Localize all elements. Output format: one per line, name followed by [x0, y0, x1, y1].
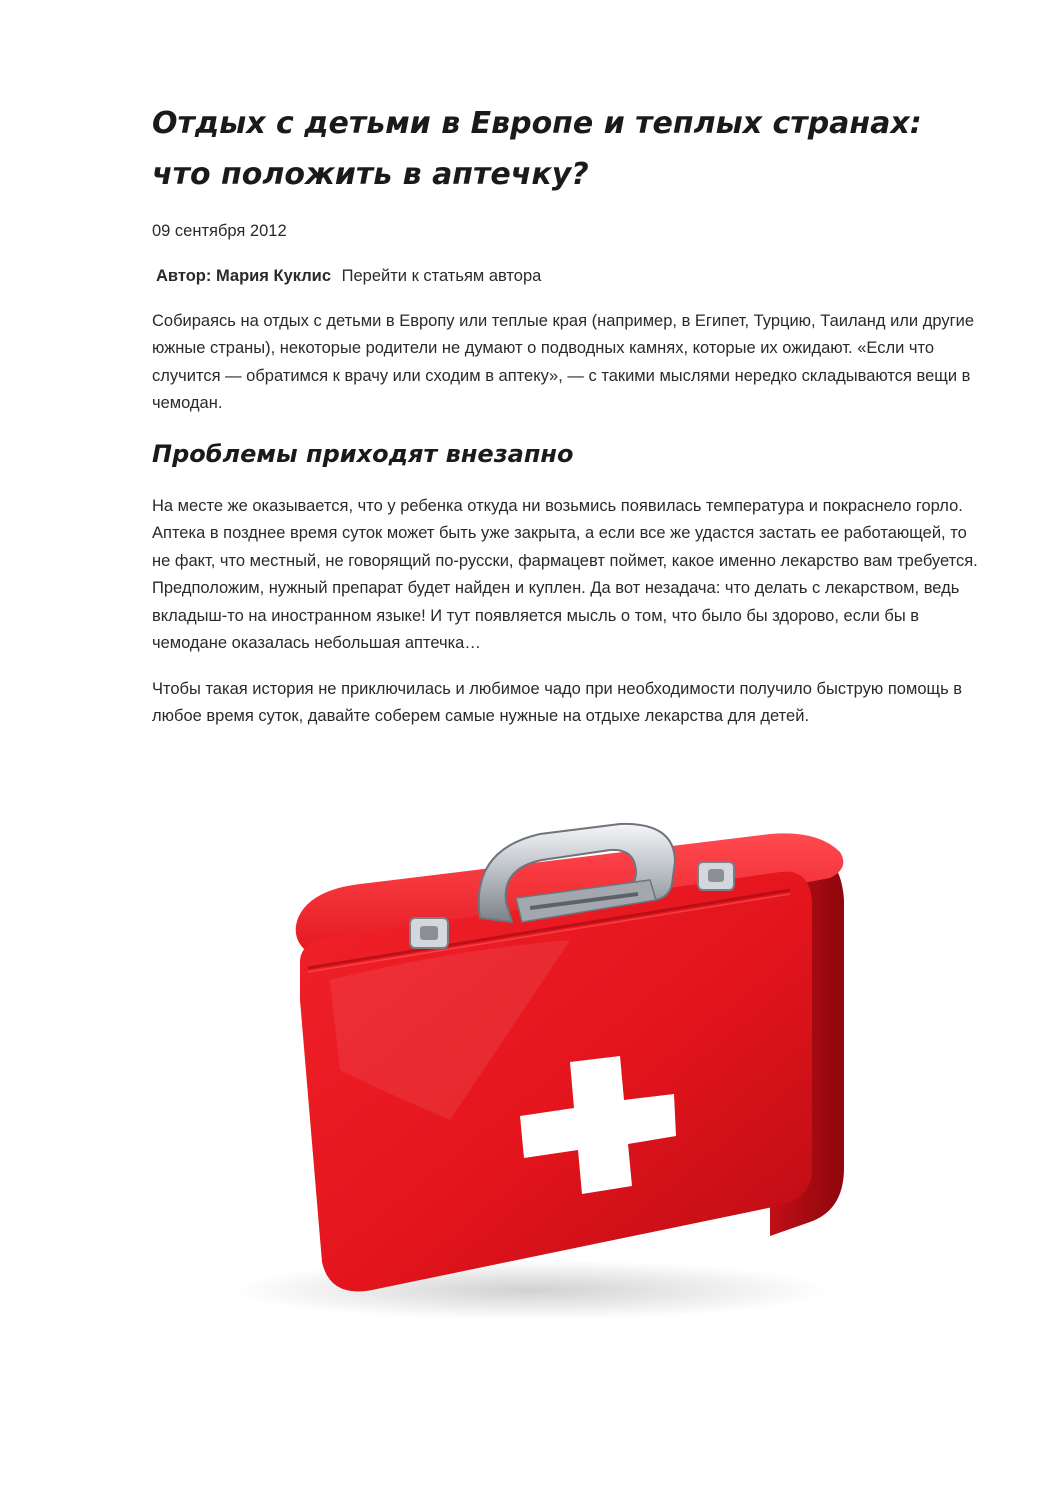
article-title: Отдых с детьми в Европе и теплых странах: что положить в аптечку?	[152, 106, 922, 192]
right-latch	[698, 862, 734, 890]
publication-date: 09 сентября 2012	[152, 222, 287, 240]
case-shadow	[230, 1260, 830, 1320]
body-paragraph: Чтобы такая история не приключилась и любимое чадо при необходимости получило быструю помощь в любое время суток, давайте соберем самые нужные на отдыхе лекарства для детей.	[152, 680, 963, 726]
section-heading: Проблемы приходят внезапно	[152, 440, 574, 468]
left-latch	[410, 918, 448, 948]
author-articles-link[interactable]: Перейти к статьям автора	[341, 267, 542, 285]
author-line	[156, 264, 541, 288]
first-aid-kit-icon	[150, 790, 870, 1350]
author-name: Автор: Мария Куклис	[156, 267, 332, 285]
intro-paragraph: Собираясь на отдых с детьми в Европу или теплые края (например, в Египет, Турцию, Таиланд или другие южные страны), некоторые родители не думают о подводных камнях, которые их ожидают. «Если что случится — обратимся к врачу или сходим в аптеку», — с такими мыслями нередко складываются вещи в чемодан.	[152, 312, 975, 413]
body-paragraph: На месте же оказывается, что у ребенка откуда ни возьмись появилась температура и покраснело горло. Аптека в позднее время суток может быть уже закрыта, а если все же удастся застать ее работающей, то не факт, что местный, не говорящий по-русски, фармацевт поймет, какое именно лекарство вам требуется. Предположим, нужный препарат будет найден и куплен. Да вот незадача: что делать с лекарством, ведь вкладыш-то на иностранном языке! И тут появляется мысль о том, что было бы здорово, если бы в чемодане оказалась небольшая аптечка…	[152, 497, 978, 653]
